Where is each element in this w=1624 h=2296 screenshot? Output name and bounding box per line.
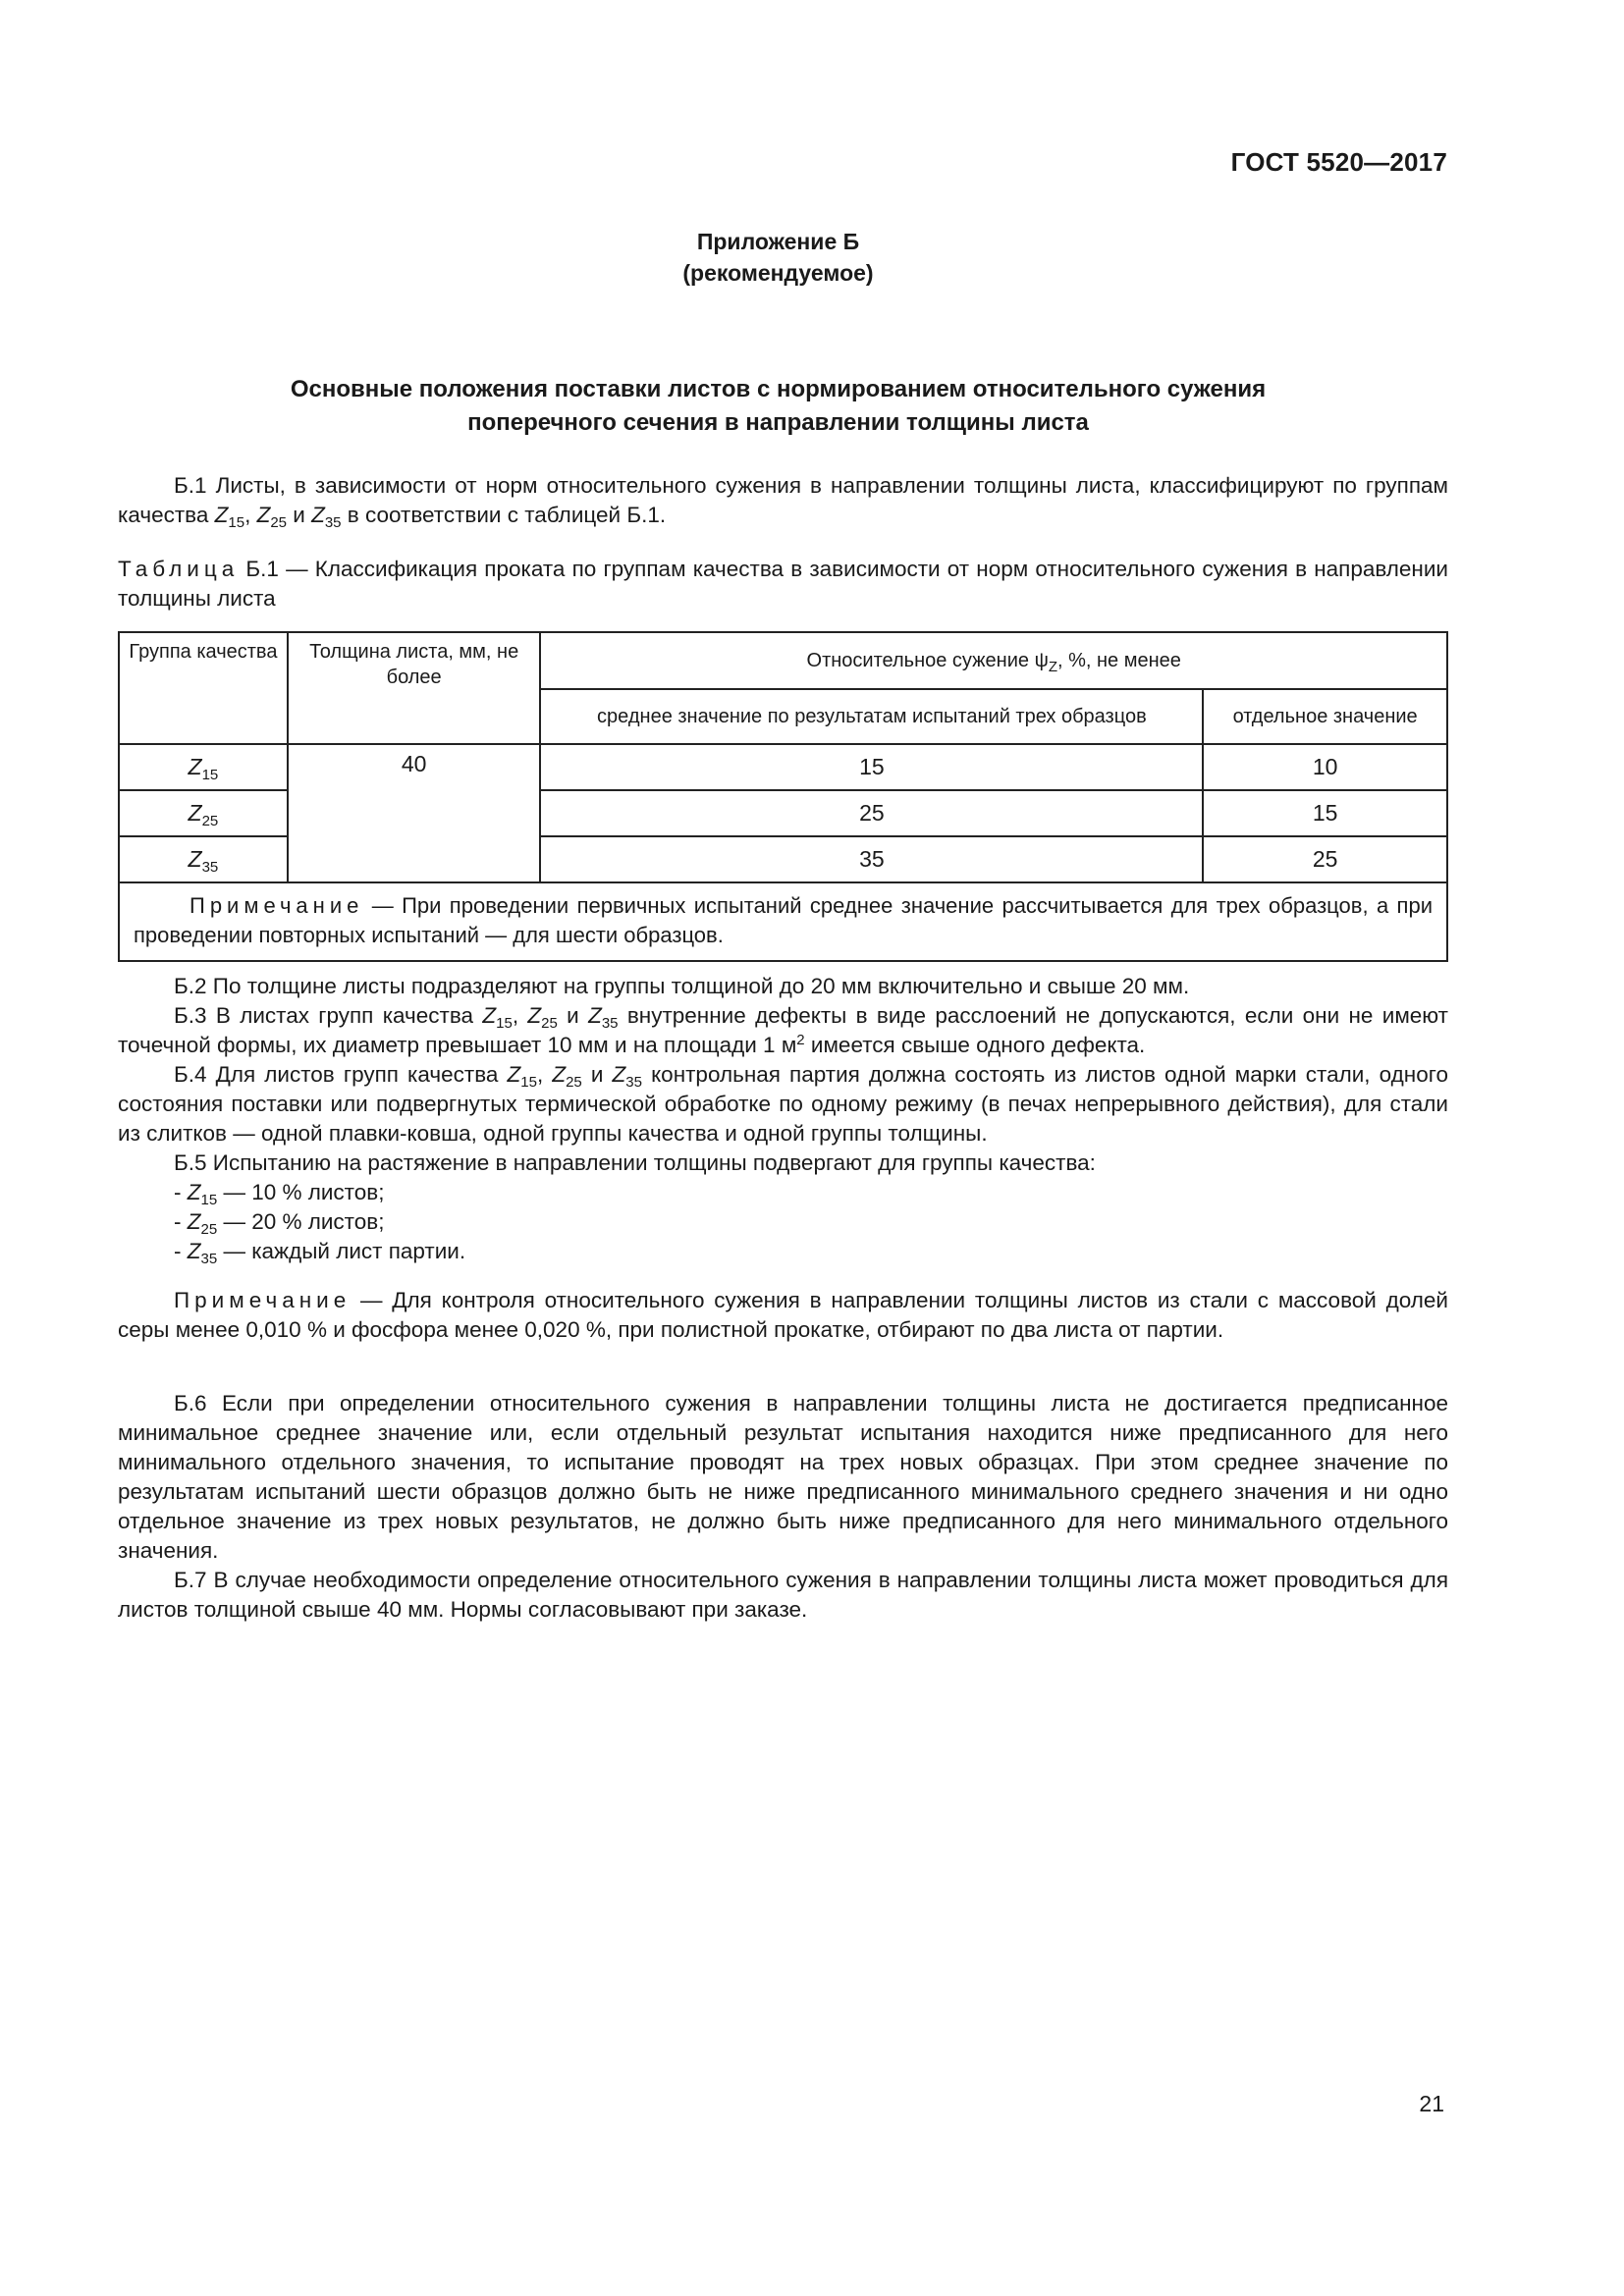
paragraph-b7: Б.7 В случае необходимости определение относительного сужения в направлении толщины листа может проводиться для листов толщиной свыше 40 мм. Нормы согласовывают при заказе. (118, 1568, 1448, 1622)
list-item: - $Z_{15}$ — 10 % листов; (174, 1180, 385, 1208)
cell-mean: 25 (540, 790, 1203, 836)
list-item: - $Z_{25}$ — 20 % листов; (174, 1209, 385, 1238)
cell-group: $Z_{15}$ (119, 744, 288, 790)
paragraphs-b6-b7 (118, 1389, 1448, 1625)
header-group: Группа качества (119, 632, 288, 744)
cell-group: $Z_{35}$ (119, 836, 288, 882)
paragraph-b3: Б.3 В листах групп качества $Z_{15}$, $Z_{25}$ и $Z_{35}$ внутренние дефекты в виде расслоений не допускаются, если они не имеют точечной формы, их диаметр превышает 10 мм и на площади 1 $м^2$ имеется свыше одного дефекта. (118, 1003, 1448, 1057)
cell-mean: 15 (540, 744, 1203, 790)
annex-title: Приложение Б (696, 229, 860, 254)
section-title (118, 373, 1438, 440)
table-note: Примечание — При проведении первичных испытаний среднее значение рассчитывается для трех образцов, а при проведении повторных испытаний — для шести образцов. (119, 882, 1447, 961)
header-individual: отдельное значение (1203, 689, 1447, 744)
note-sulfur: Примечание — Для контроля относительного сужения в направлении толщины листов из стали с массовой долей серы менее 0,010 % и фосфора менее 0,020 %, при полистной прокатке, отбирают по два листа от партии. (118, 1288, 1448, 1342)
psi-symbol: ψ (1034, 650, 1049, 671)
paragraph-b4: Б.4 Для листов групп качества $Z_{15}$, $Z_{25}$ и $Z_{35}$ контрольная партия должна состоять из листов одной марки стали, одного состояния поставки или подвергнутых термической обработке по одному режиму (в печах непрерывного действия), для стали из слитков — одной плавки-ковша, одной группы качества и одной группы толщины. (118, 1062, 1448, 1146)
cell-individual: 10 (1203, 744, 1447, 790)
cell-mean: 35 (540, 836, 1203, 882)
section-title-line1: Основные положения поставки листов с нормированием относительного сужения (290, 376, 1267, 402)
annex-status: (рекомендуемое) (682, 260, 874, 286)
header-thickness: Толщина листа, мм, не более (288, 632, 541, 744)
paragraph-b5: Б.5 Испытанию на растяжение в направлении толщины подвергают для группы качества: (174, 1150, 1096, 1175)
cell-group: $Z_{25}$ (119, 790, 288, 836)
paragraph-b1: Б.1 Листы, в зависимости от норм относительного сужения в направлении толщины листа, классифицируют по группам качества $Z_{15}$, $Z_{25}$ и $Z_{35}$ в соответствии с таблицей Б.1. (118, 473, 1448, 531)
list-item: - $Z_{35}$ — каждый лист партии. (174, 1239, 466, 1267)
header-mean: среднее значение по результатам испытаний трех образцов (540, 689, 1203, 744)
annex-heading (118, 226, 1438, 289)
table-caption: Таблица Б.1 — Классификация проката по группам качества в зависимости от норм относительного сужения в направлении толщины листа (118, 557, 1448, 611)
classification-table (118, 631, 1448, 962)
paragraph-b2: Б.2 По толщине листы подразделяют на группы толщиной до 20 мм включительно и свыше 20 мм. (174, 974, 1190, 998)
cell-thickness: 40 (288, 744, 541, 882)
section-title-line2: поперечного сечения в направлении толщины листа (467, 409, 1089, 436)
paragraph-b6: Б.6 Если при определении относительного сужения в направлении толщины листа не достигается предписанное минимальное среднее значение или, если отдельный результат испытания находится ниже предписанного для него минимального отдельного значения, то испытание проводят на трех новых образцах. При этом среднее значение по результатам испытаний шести образцов должно быть не ниже предписанного минимального среднего значения и ни одно отдельное значение из трех новых результатов, не должно быть ниже предписанного для него минимального отдельного значения. (118, 1391, 1448, 1563)
table-row (119, 744, 1447, 790)
document-code: ГОСТ 5520—2017 (1230, 147, 1447, 177)
cell-individual: 25 (1203, 836, 1447, 882)
cell-individual: 15 (1203, 790, 1447, 836)
page-number: 21 (1419, 2091, 1444, 2116)
header-reduction: Относительное сужение $\psi_Z$, %, не менее (540, 632, 1447, 689)
paragraphs-b2-b5 (118, 972, 1448, 1266)
